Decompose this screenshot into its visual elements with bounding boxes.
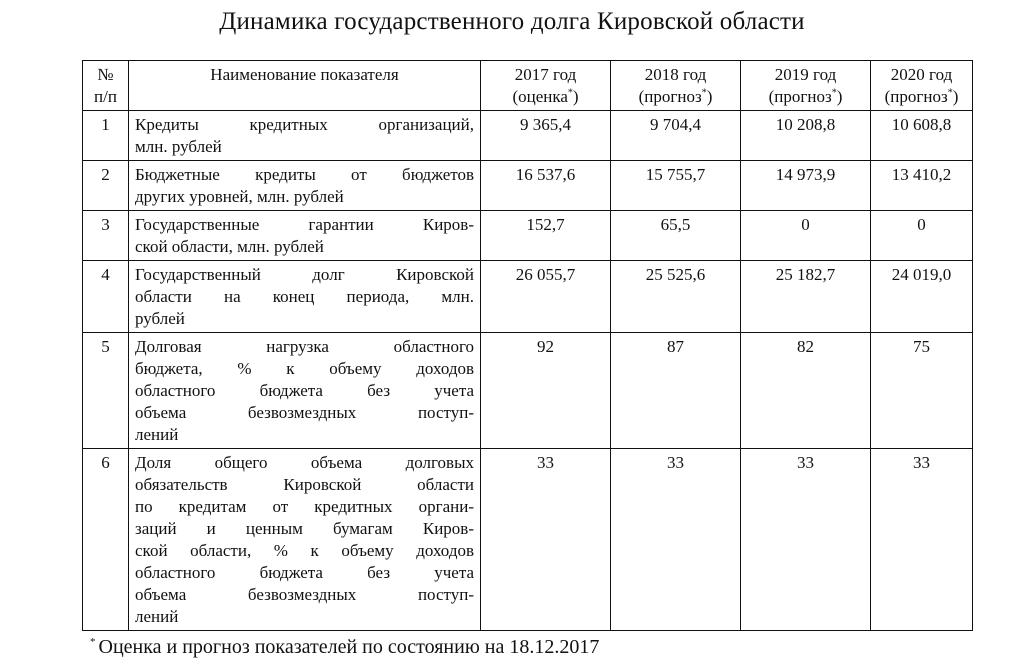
value-cell: 13 410,2 bbox=[871, 161, 973, 211]
indicator-name-line: ской области, млн. рублей bbox=[135, 237, 324, 256]
indicator-name-line: Государственные гарантии Киров- bbox=[135, 215, 474, 234]
header-year-2020 bbox=[871, 61, 973, 111]
indicator-name-line: млн. рублей bbox=[135, 137, 222, 156]
header-num-line-2: п/п bbox=[94, 87, 117, 106]
header-num-line-1: № bbox=[97, 65, 114, 84]
value-cell: 33 bbox=[871, 449, 973, 631]
value-cell: 10 608,8 bbox=[871, 111, 973, 161]
value-cell: 25 182,7 bbox=[741, 261, 871, 333]
header-footnote-mark: * bbox=[831, 87, 837, 99]
row-number: 5 bbox=[83, 333, 129, 449]
value-cell: 15 755,7 bbox=[611, 161, 741, 211]
value-cell: 82 bbox=[741, 333, 871, 449]
indicator-name-line: Долговая нагрузка областного bbox=[135, 337, 474, 356]
indicator-name-line: ской области, % к объему доходов bbox=[135, 541, 474, 560]
value-cell: 75 bbox=[871, 333, 973, 449]
indicator-name-line: обязательств Кировской области bbox=[135, 475, 474, 494]
indicator-name-line: объема безвозмездных поступ- bbox=[135, 403, 474, 422]
indicator-name-line: лений bbox=[135, 425, 179, 444]
row-number: 1 bbox=[83, 111, 129, 161]
indicator-name-line: Доля общего объема долговых bbox=[135, 453, 474, 472]
header-year-label: 2019 год bbox=[774, 65, 837, 84]
header-year-2019 bbox=[741, 61, 871, 111]
value-cell: 65,5 bbox=[611, 211, 741, 261]
row-number: 2 bbox=[83, 161, 129, 211]
header-close-paren: ) bbox=[706, 87, 713, 106]
header-footnote-mark: * bbox=[947, 87, 953, 99]
indicator-name bbox=[129, 161, 481, 211]
header-year-label: 2017 год bbox=[514, 65, 577, 84]
table-row bbox=[83, 211, 973, 261]
indicator-name-line: областного бюджета без учета bbox=[135, 381, 474, 400]
indicator-name bbox=[129, 333, 481, 449]
value-cell: 16 537,6 bbox=[481, 161, 611, 211]
row-number: 4 bbox=[83, 261, 129, 333]
indicator-name-line: Государственный долг Кировской bbox=[135, 265, 474, 284]
header-close-paren: ) bbox=[836, 87, 843, 106]
indicator-name-line: по кредитам от кредитных органи- bbox=[135, 497, 474, 516]
indicator-name-line: Кредиты кредитных организаций, bbox=[135, 115, 474, 134]
value-cell: 92 bbox=[481, 333, 611, 449]
indicator-name-line: областного бюджета без учета bbox=[135, 563, 474, 582]
value-cell: 0 bbox=[871, 211, 973, 261]
header-num bbox=[83, 61, 129, 111]
indicator-name-line: рублей bbox=[135, 309, 185, 328]
indicator-name-line: Бюджетные кредиты от бюджетов bbox=[135, 165, 474, 184]
header-name: Наименование показателя bbox=[129, 61, 481, 111]
value-cell: 87 bbox=[611, 333, 741, 449]
value-cell: 10 208,8 bbox=[741, 111, 871, 161]
table-row bbox=[83, 111, 973, 161]
debt-table bbox=[82, 60, 973, 631]
footnote bbox=[90, 636, 599, 659]
header-close-paren: ) bbox=[952, 87, 959, 106]
value-cell: 24 019,0 bbox=[871, 261, 973, 333]
table-row bbox=[83, 261, 973, 333]
indicator-name bbox=[129, 261, 481, 333]
indicator-name bbox=[129, 111, 481, 161]
footnote-text: Оценка и прогноз показателей по состоянию на 18.12.2017 bbox=[98, 636, 600, 658]
indicator-name-line: других уровней, млн. рублей bbox=[135, 187, 344, 206]
header-year-note: (прогноз bbox=[884, 87, 948, 106]
value-cell: 0 bbox=[741, 211, 871, 261]
indicator-name bbox=[129, 211, 481, 261]
header-close-paren: ) bbox=[572, 87, 579, 106]
table-body bbox=[83, 111, 973, 631]
table-row bbox=[83, 161, 973, 211]
value-cell: 26 055,7 bbox=[481, 261, 611, 333]
indicator-name-line: бюджета, % к объему доходов bbox=[135, 359, 474, 378]
header-year-note: (прогноз bbox=[638, 87, 702, 106]
header-year-2018 bbox=[611, 61, 741, 111]
header-footnote-mark: * bbox=[701, 87, 707, 99]
header-footnote-mark: * bbox=[567, 87, 573, 99]
value-cell: 25 525,6 bbox=[611, 261, 741, 333]
value-cell: 33 bbox=[741, 449, 871, 631]
indicator-name bbox=[129, 449, 481, 631]
table-row bbox=[83, 333, 973, 449]
header-year-2017 bbox=[481, 61, 611, 111]
value-cell: 33 bbox=[611, 449, 741, 631]
indicator-name-line: лений bbox=[135, 607, 179, 626]
row-number: 3 bbox=[83, 211, 129, 261]
value-cell: 14 973,9 bbox=[741, 161, 871, 211]
header-year-label: 2020 год bbox=[890, 65, 953, 84]
indicator-name-line: области на конец периода, млн. bbox=[135, 287, 474, 306]
indicator-name-line: объема безвозмездных поступ- bbox=[135, 585, 474, 604]
header-year-label: 2018 год bbox=[644, 65, 707, 84]
document-title: Динамика государственного долга Кировской области bbox=[219, 8, 805, 35]
indicator-name-line: заций и ценным бумагам Киров- bbox=[135, 519, 474, 538]
value-cell: 9 365,4 bbox=[481, 111, 611, 161]
header-year-note: (оценка bbox=[512, 87, 568, 106]
value-cell: 33 bbox=[481, 449, 611, 631]
table-header-row bbox=[83, 61, 973, 111]
table-row bbox=[83, 449, 973, 631]
header-year-note: (прогноз bbox=[768, 87, 832, 106]
footnote-mark: * bbox=[90, 636, 96, 649]
value-cell: 9 704,4 bbox=[611, 111, 741, 161]
row-number: 6 bbox=[83, 449, 129, 631]
value-cell: 152,7 bbox=[481, 211, 611, 261]
